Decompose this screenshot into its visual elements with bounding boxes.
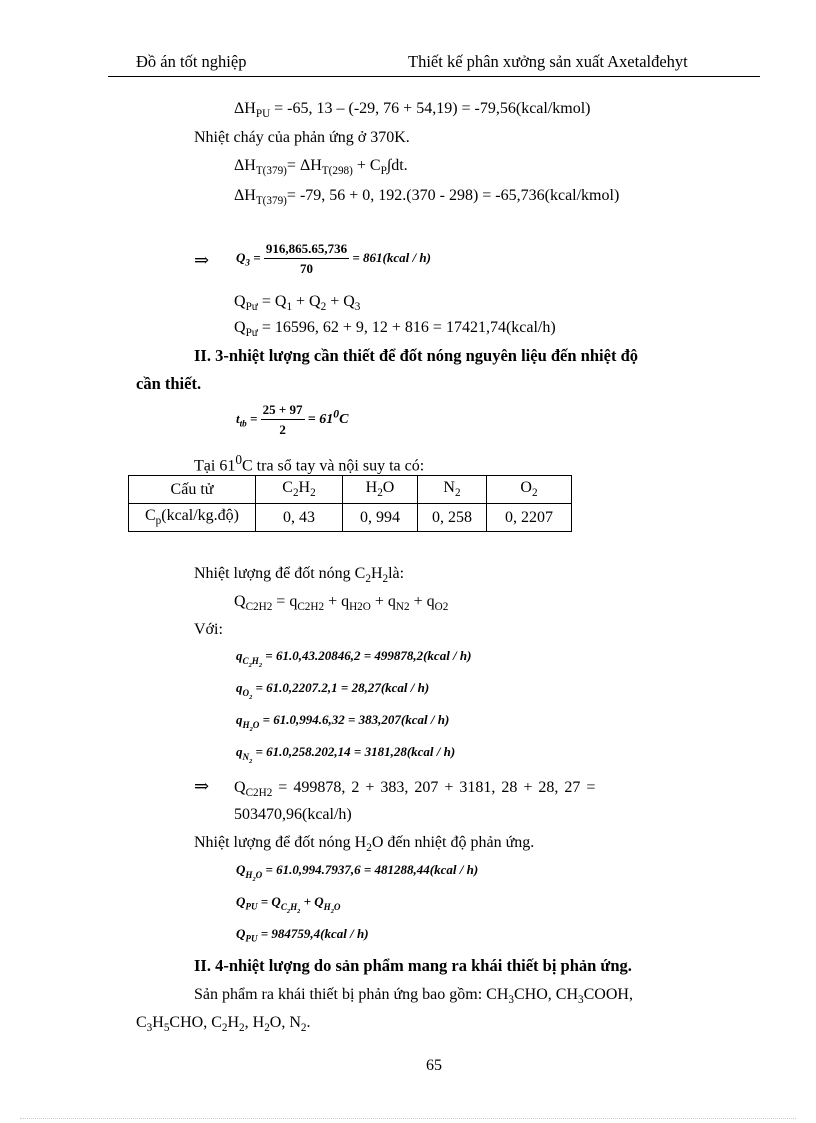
text-line: $\Delta H_{T(379)}= \Delta H_{T(298)} + C_P\int dt$.	[234, 157, 408, 178]
section-heading: II. 4-nhiệt lượng do sản phẩm mang ra khái thiết bị phản ứng.	[194, 956, 632, 975]
table-cell: 0, 258	[418, 504, 487, 532]
table-header-row	[129, 476, 572, 504]
equation-q-n2: $q_{N_2} = 61.0,258.202,14$ = 3181,28(kcal / h)	[236, 744, 456, 765]
table-header: $C_2H_2$	[256, 476, 343, 504]
table-cell: $C_p(kcal/kg.độ)$	[129, 504, 256, 532]
page-number: 65	[426, 1057, 442, 1074]
table-cell: 0, 2207	[487, 504, 572, 532]
table-header: $O_2$	[487, 476, 572, 504]
text-line: Tại $61^0C$ tra sổ tay và nội suy ta có:	[194, 452, 425, 475]
text-line: Nhiệt cháy của phản ứng ở 370K.	[194, 129, 410, 146]
text-line: $Q_{Pư} = Q_1 + Q_2 + Q_3$	[234, 293, 361, 314]
section-heading: cần thiết.	[136, 374, 202, 393]
equation-q3: $Q_3$ = $\frac{916,865.65,736}{70}$ = 861(kcal / h)	[236, 241, 431, 276]
table-row	[129, 504, 572, 532]
text-line: Với:	[194, 621, 223, 638]
text-line: Sản phẩm ra khái thiết bị phản ứng bao gồm: $CH_3CHO$, $CH_3COOH$,	[194, 986, 633, 1007]
table-cell: 0, 43	[256, 504, 343, 532]
heat-capacity-table	[128, 475, 572, 532]
header-right: Thiết kế phân xưởng sản xuất Axetalđehyt	[408, 52, 688, 71]
text-line: $\Delta H_{PU} = -65$, 13 – (-29, 76 + 54,19) = -79,56(kcal/kmol)	[234, 100, 591, 121]
table-cell: 0, 994	[343, 504, 418, 532]
table-header: Cấu tử	[129, 476, 256, 504]
text-line: $Q_{C2H2} = 499878$, 2 + 383, 207 + 3181, 28 + 28, 27 =	[234, 779, 596, 800]
header-rule	[108, 76, 760, 77]
text-line: $Q_{Pư} = 16596$, 62 + 9, 12 + 816 = 17421,74(kcal/h)	[234, 319, 556, 340]
equation-q-pu-value: $Q_{PU}$ = 984759,4(kcal / h)	[236, 926, 369, 944]
text-line: Nhiệt lượng để đốt nóng $H_2O$ đến nhiệt độ phản ứng.	[194, 834, 535, 855]
equation-q-h2o: $q_{H_2O} = 61.0,994.6,32$ = 383,207(kcal / h)	[236, 712, 450, 733]
text-line: 503470,96(kcal/h)	[234, 806, 352, 823]
text-line: $Q_{C2H2} = q_{C2H2} + q_{H2O} + q_{N2} + q_{O2}$	[234, 593, 449, 614]
equation-ttb: $t_{tb}$ = $\frac{25 + 97}{2}$ = $61^0C$	[236, 402, 349, 437]
text-line: Nhiệt lượng để đốt nóng $C_2H_2là$:	[194, 565, 405, 586]
table-header: $H_2O$	[343, 476, 418, 504]
section-heading: II. 3-nhiệt lượng cần thiết để đốt nóng nguyên liệu đến nhiệt độ	[194, 346, 638, 365]
header-left: Đồ án tốt nghiệp	[136, 52, 247, 71]
equation-q-c2h2: $q_{C_2H_2} = 61.0,43.20846,2$ = 499878,2(kcal / h)	[236, 648, 472, 669]
page-edge-divider	[20, 1118, 796, 1119]
equation-q-pu: $Q_{PU} = Q_{C_2H_2} + Q_{H_2O}$	[236, 894, 341, 915]
implies-arrow: ⇒	[194, 250, 210, 270]
table-header: $N_2$	[418, 476, 487, 504]
text-line: $\Delta H_{T(379)}= -79$, 56 + 0, 192.(370 - 298) = -65,736(kcal/kmol)	[234, 187, 620, 208]
text-line: $C_3H_5CHO$, $C_2H_2$, $H_2O$, $N_2$.	[136, 1014, 311, 1035]
implies-arrow: ⇒	[194, 776, 210, 796]
equation-q-h2o-total: $Q_{H_2O} = 61.0,994.7937,6$ = 481288,44(kcal / h)	[236, 862, 479, 883]
equation-q-o2: $q_{O_2} = 61.0,2207.2,1$ = 28,27(kcal / h)	[236, 680, 430, 701]
